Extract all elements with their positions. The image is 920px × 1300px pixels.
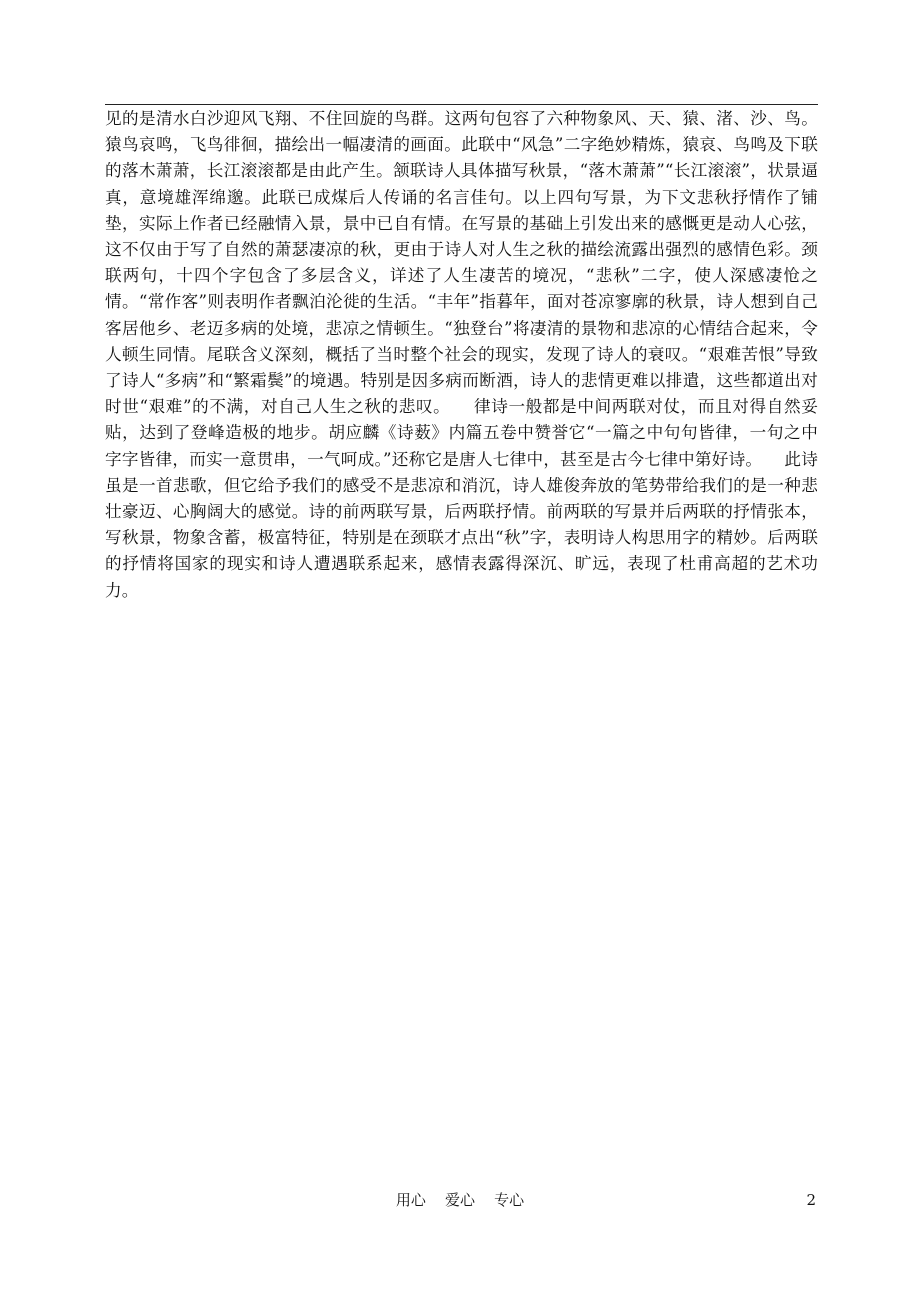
footer-motto: 用心 爱心 专心 — [395, 1191, 525, 1209]
body-paragraph: 见的是清水白沙迎风飞翔、不住回旋的鸟群。这两句包容了六种物象风、天、猿、渚、沙、鸟。猿鸟哀鸣，飞鸟徘徊，描绘出一幅凄清的画面。此联中“风急”二字绝妙精炼，猿哀、鸟鸣及下联的落木萧萧，长江滚滚都是由此产生。颔联诗人具体描写秋景，“落木萧萧”“长江滚滚”，状景逼真，意境雄浑绵邈。此联已成煤后人传诵的名言佳句。以上四句写景，为下文悲秋抒情作了铺垫，实际上作者已经融情入景，景中已自有情。在写景的基础上引发出来的感慨更是动人心弦，这不仅由于写了自然的萧瑟凄凉的秋，更由于诗人对人生之秋的描绘流露出强烈的感情色彩。颈联两句，十四个字包含了多层含义，详述了人生凄苦的境况，“悲秋”二字，使人深感凄怆之情。“常作客”则表明作者飘泊沦徙的生活。“丰年”指暮年，面对苍凉寥廓的秋景，诗人想到自己客居他乡、老迈多病的处境，悲凉之情顿生。“独登台”将凄清的景物和悲凉的心情结合起来，令人顿生同情。尾联含义深刻，概括了当时整个社会的现实，发现了诗人的衰叹。“艰难苦恨”导致了诗人“多病”和“繁霜鬓”的境遇。特别是因多病而断酒，诗人的悲情更难以排遣，这些都道出对时世“艰难”的不满，对自己人生之秋的悲叹。 律诗一般都是中间两联对仗，而且对得自然妥贴，达到了登峰造极的地步。胡应麟《诗薮》内篇五卷中赞誉它“一篇之中句句皆律，一句之中字字皆律，而实一意贯串，一气呵成。”还称它是唐人七律中，甚至是古今七律中第好诗。 此诗虽是一首悲歌，但它给予我们的感受不是悲凉和消沉，诗人雄俊奔放的笔势带给我们的是一种悲壮豪迈、心胸阔大的感觉。诗的前两联写景，后两联抒情。前两联的写景并后两联的抒情张本，写秋景，物象含蓄，极富特征，特别是在颈联才点出“秋”字，表明诗人构思用字的精妙。后两联的抒情将国家的现实和诗人遭遇联系起来，感情表露得深沉、旷远，表现了杜甫高超的艺术功力。 — [105, 109, 818, 600]
header-rule — [105, 104, 818, 105]
page-number: 2 — [806, 1191, 816, 1209]
